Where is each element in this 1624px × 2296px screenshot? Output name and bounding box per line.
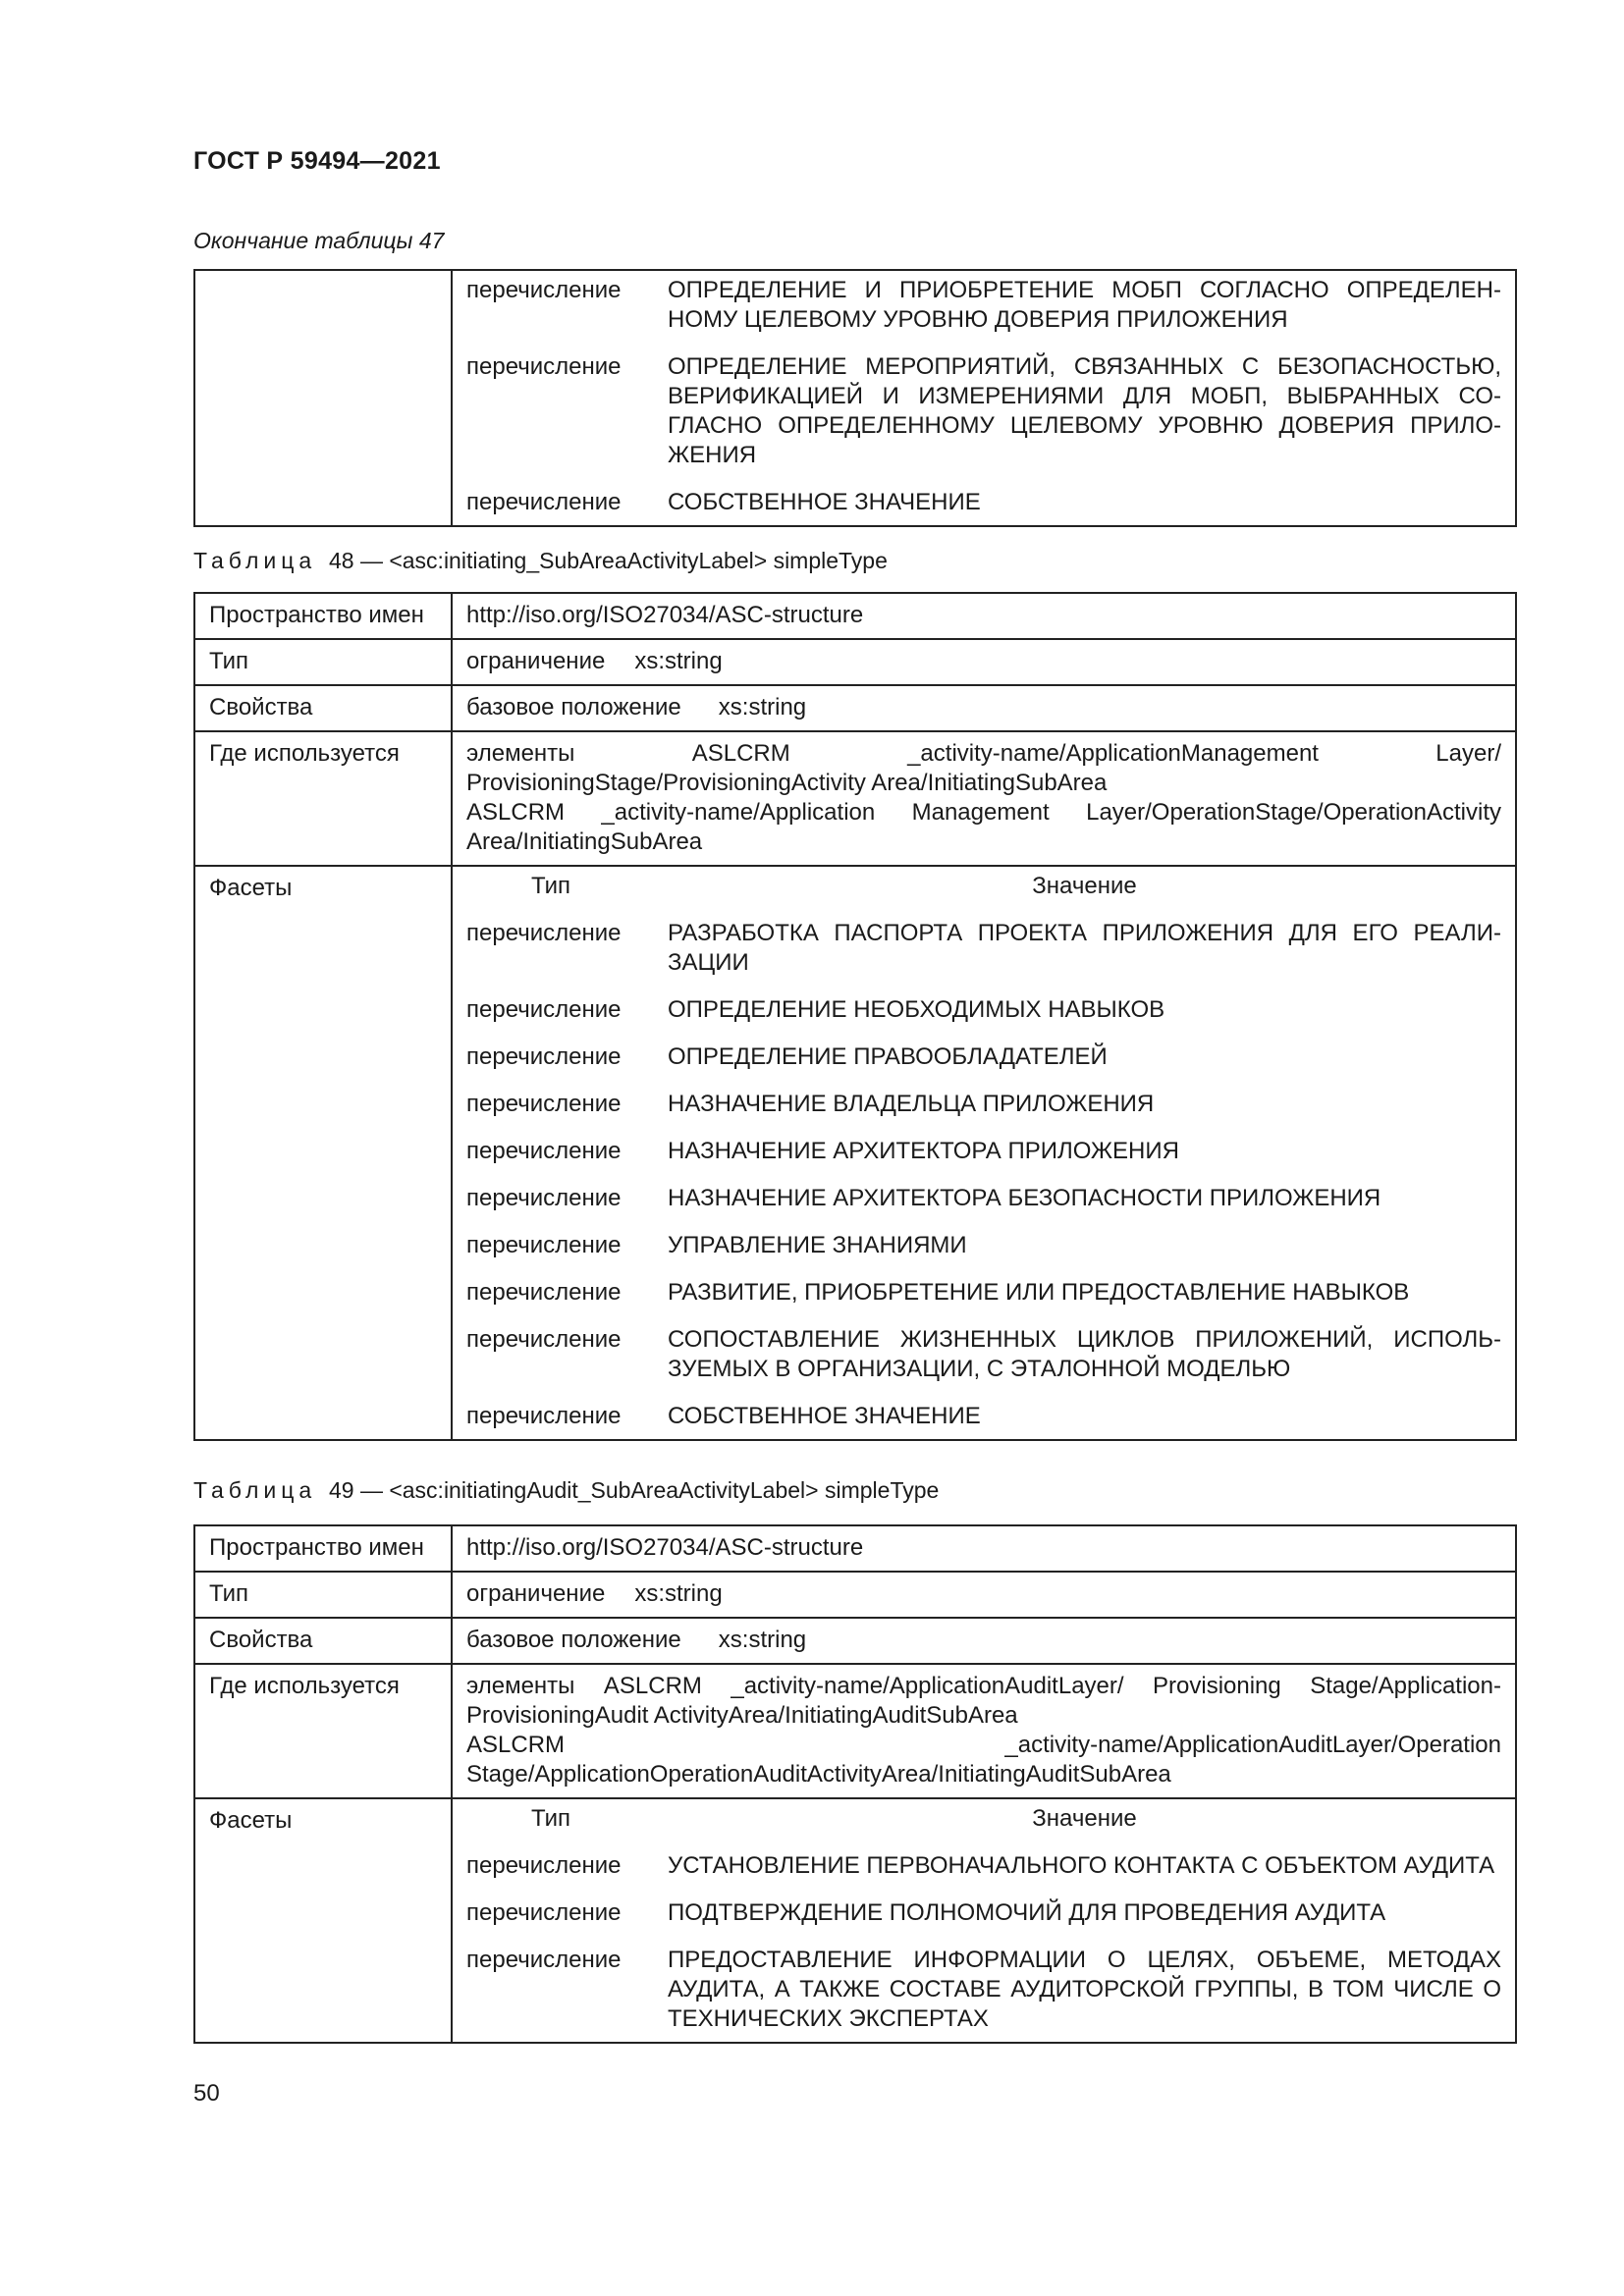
continuation-caption: Окончание таблицы 47 [193,228,445,253]
table-49 [193,1524,1517,2044]
facet-row [466,1946,1501,2034]
facet-value: УПРАВЛЕНИЕ ЗНАНИЯМИ [668,1232,967,1258]
table-row [194,1664,1516,1798]
facet-value: РАЗРАБОТКА ПАСПОРТА ПРОЕКТА ПРИЛОЖЕНИЯ ДЛЯ ЕГО РЕАЛИ-ЗАЦИИ [668,920,1501,976]
facet-row [466,1851,1501,1898]
facet-row [466,1231,1501,1278]
facet-row [466,919,1501,995]
facets-cell [452,1798,1516,2043]
row-label: Тип [194,639,452,685]
facet-header [466,1804,1501,1851]
table-row [194,639,1516,685]
facet-value: НАЗНАЧЕНИЕ АРХИТЕКТОРА ПРИЛОЖЕНИЯ [668,1138,1179,1164]
facet-list [466,1804,1501,2034]
caption-word: Таблица [193,1477,317,1503]
table-row [194,685,1516,731]
facet-type: перечисление [466,1185,622,1211]
facet-row [466,1042,1501,1090]
facet-row [466,995,1501,1042]
facet-value: НАЗНАЧЕНИЕ ВЛАДЕЛЬЦА ПРИЛОЖЕНИЯ [668,1091,1155,1117]
type-value: xs:string [634,648,723,674]
facet-type: перечисление [466,1947,622,1973]
table-row [194,866,1516,1440]
facet-row [466,1898,1501,1946]
table-row [194,1525,1516,1572]
type-value: xs:string [634,1580,723,1607]
row-value [452,1572,1516,1618]
row-value [452,731,1516,866]
facet-value: ПОДТВЕРЖДЕНИЕ ПОЛНОМОЧИЙ ДЛЯ ПРОВЕДЕНИЯ АУДИТА [668,1899,1386,1926]
table-48-caption [193,548,888,574]
facet-value: ОПРЕДЕЛЕНИЕ И ПРИОБРЕТЕНИЕ МОБП СОГЛАСНО ОПРЕДЕЛЕН-НОМУ ЦЕЛЕВОМУ УРОВНЮ ДОВЕРИЯ ПРИЛОЖЕНИЯ [668,277,1501,333]
facet-value: ПРЕДОСТАВЛЕНИЕ ИНФОРМАЦИИ О ЦЕЛЯХ, ОБЪЕМЕ, МЕТОДАХ АУДИТА, А ТАКЖЕ СОСТАВЕ АУДИТОРСКОЙ ГРУППЫ, В ТОМ ЧИСЛЕ О ТЕХНИЧЕСКИХ ЭКСПЕРТАХ [668,1947,1501,2032]
row-label: Свойства [194,1618,452,1664]
caption-word: Таблица [193,548,317,573]
table-row [194,593,1516,639]
row-label: Где используется [194,1664,452,1798]
row-value [452,639,1516,685]
row-value: http://iso.org/ISO27034/ASC-structure [452,1525,1516,1572]
row-value [452,685,1516,731]
facet-list [466,276,1501,517]
type-kind: ограничение [466,648,606,674]
facet-value: ОПРЕДЕЛЕНИЕ МЕРОПРИЯТИЙ, СВЯЗАННЫХ С БЕЗОПАСНОСТЬЮ, ВЕРИФИКАЦИЕЙ И ИЗМЕРЕНИЯМИ ДЛЯ МОБП, ВЫБРАННЫХ СО-ГЛАСНО ОПРЕДЕЛЕННОМУ ЦЕЛЕВОМУ УРОВНЮ ДОВЕРИЯ ПРИЛО-ЖЕНИЯ [668,353,1501,468]
table-row [194,1618,1516,1664]
facet-type: перечисление [466,1138,622,1164]
facet-type: перечисление [466,1403,622,1429]
table-49-caption [193,1477,939,1504]
facets-cell [452,270,1516,526]
facet-value: НАЗНАЧЕНИЕ АРХИТЕКТОРА БЕЗОПАСНОСТИ ПРИЛОЖЕНИЯ [668,1185,1381,1211]
page-number: 50 [193,2080,220,2107]
table-row [194,270,1516,526]
facet-header-value: Значение [1032,1805,1137,1832]
facet-type: перечисление [466,353,622,380]
used-line: элементы ASLCRM _activity-name/ApplicationManagement Layer/ ProvisioningStage/ProvisioningActivity Area/InitiatingSubArea [466,740,1501,796]
facet-type: перечисление [466,277,622,303]
facet-header-value: Значение [1032,873,1137,899]
facet-row [466,1325,1501,1402]
facet-list [466,872,1501,1431]
props-kind: базовое положение [466,1627,681,1653]
row-value [452,1618,1516,1664]
facet-type: перечисление [466,1326,622,1353]
row-value: http://iso.org/ISO27034/ASC-structure [452,593,1516,639]
document-title: ГОСТ Р 59494—2021 [193,147,441,175]
empty-label-cell [194,270,452,526]
facet-type: перечисление [466,1043,622,1070]
facet-header-type: Тип [531,1805,571,1832]
facet-row [466,276,1501,352]
caption-text: 48 — <asc:initiating_SubAreaActivityLabel> simpleType [328,548,888,573]
props-value: xs:string [718,694,807,721]
facet-row [466,1137,1501,1184]
table-47-continuation [193,269,1517,527]
row-label: Пространство имен [194,1525,452,1572]
facet-header-type: Тип [531,873,571,899]
props-kind: базовое положение [466,694,681,721]
facet-type: перечисление [466,920,622,946]
facet-row [466,1184,1501,1231]
row-label: Тип [194,1572,452,1618]
row-label: Свойства [194,685,452,731]
row-label: Фасеты [194,1798,452,2043]
facet-type: перечисление [466,1232,622,1258]
facet-value: ОПРЕДЕЛЕНИЕ ПРАВООБЛАДАТЕЛЕЙ [668,1043,1108,1070]
facet-row [466,488,1501,517]
facet-row [466,1090,1501,1137]
facet-value: СОПОСТАВЛЕНИЕ ЖИЗНЕННЫХ ЦИКЛОВ ПРИЛОЖЕНИЙ, ИСПОЛЬ-ЗУЕМЫХ В ОРГАНИЗАЦИИ, С ЭТАЛОННОЙ МОДЕЛЬЮ [668,1326,1501,1382]
facet-type: перечисление [466,1852,622,1879]
facets-cell [452,866,1516,1440]
facet-value: СОБСТВЕННОЕ ЗНАЧЕНИЕ [668,489,981,515]
facet-type: перечисление [466,1899,622,1926]
facet-value: СОБСТВЕННОЕ ЗНАЧЕНИЕ [668,1403,981,1429]
used-line: ASLCRM _activity-name/Application Management Layer/OperationStage/OperationActivity Area/InitiatingSubArea [466,799,1501,855]
facet-header [466,872,1501,919]
row-label: Пространство имен [194,593,452,639]
facet-value: ОПРЕДЕЛЕНИЕ НЕОБХОДИМЫХ НАВЫКОВ [668,996,1165,1023]
facet-type: перечисление [466,489,622,515]
table-row [194,731,1516,866]
type-kind: ограничение [466,1580,606,1607]
facet-type: перечисление [466,1091,622,1117]
facet-row [466,352,1501,488]
facet-row [466,1402,1501,1431]
table-48 [193,592,1517,1441]
row-label: Фасеты [194,866,452,1440]
facet-value: РАЗВИТИЕ, ПРИОБРЕТЕНИЕ ИЛИ ПРЕДОСТАВЛЕНИЕ НАВЫКОВ [668,1279,1410,1306]
facet-type: перечисление [466,996,622,1023]
facet-row [466,1278,1501,1325]
row-value [452,1664,1516,1798]
facet-type: перечисление [466,1279,622,1306]
used-line: ASLCRM _activity-name/ApplicationAuditLayer/Operation Stage/ApplicationOperationAuditActivityArea/InitiatingAuditSubArea [466,1732,1501,1788]
caption-text: 49 — <asc:initiatingAudit_SubAreaActivityLabel> simpleType [328,1477,940,1503]
table-row [194,1798,1516,2043]
table-row [194,1572,1516,1618]
facet-value: УСТАНОВЛЕНИЕ ПЕРВОНАЧАЛЬНОГО КОНТАКТА С ОБЪЕКТОМ АУДИТА [668,1852,1495,1879]
row-label: Где используется [194,731,452,866]
props-value: xs:string [718,1627,807,1653]
used-line: элементы ASLCRM _activity-name/ApplicationAuditLayer/ Provisioning Stage/Application-ProvisioningAudit ActivityArea/InitiatingAuditSubArea [466,1673,1501,1729]
